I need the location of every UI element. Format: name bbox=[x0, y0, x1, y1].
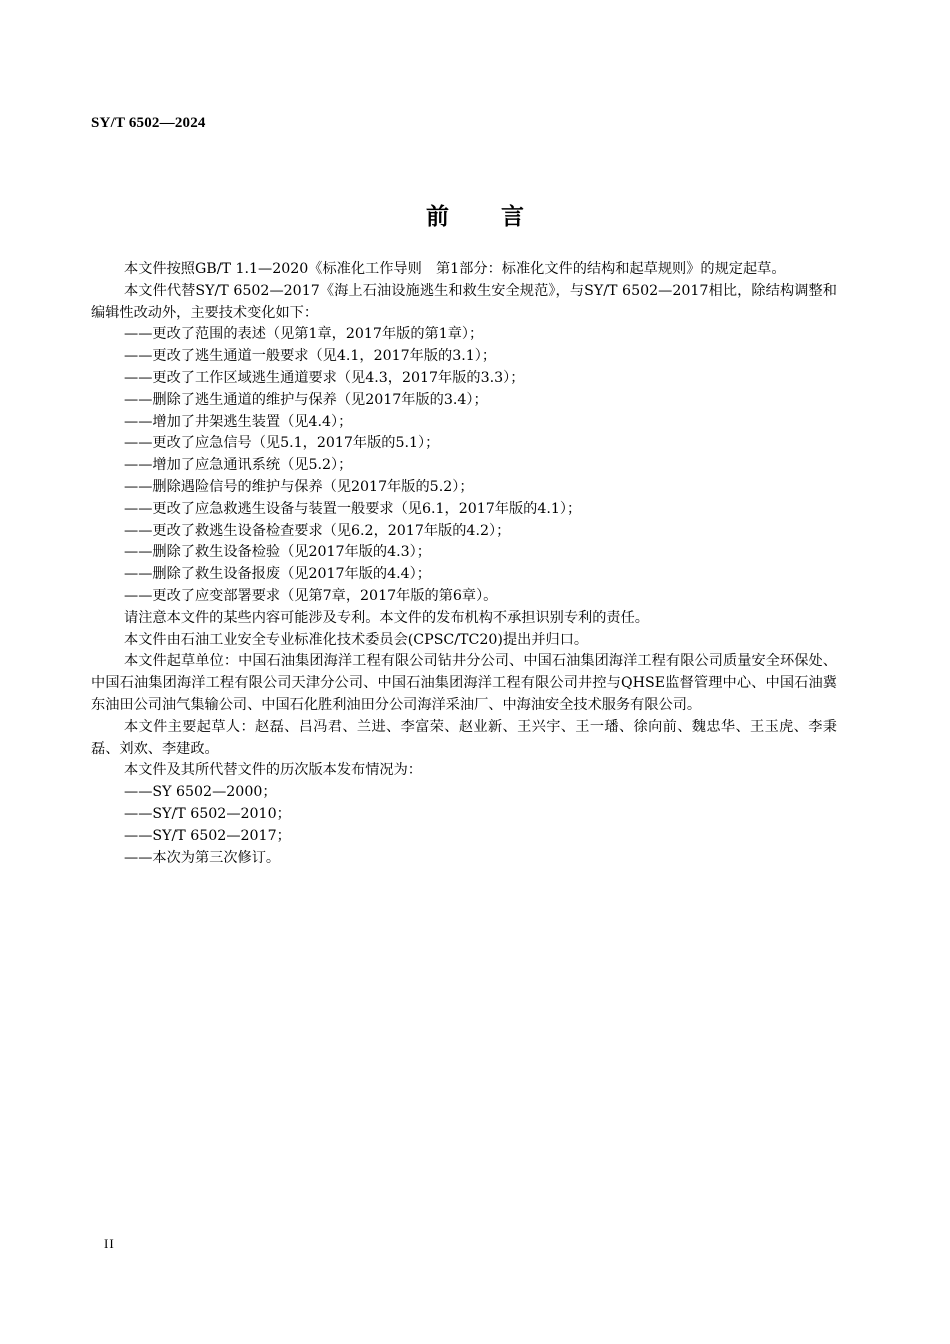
version-history-list bbox=[91, 782, 837, 869]
title-char-1: 前 bbox=[426, 203, 449, 230]
list-item: ——更改了应急信号（见5.1，2017年版的5.1）； bbox=[124, 435, 440, 452]
list-item: ——删除了救生设备检验（见2017年版的4.3）； bbox=[124, 544, 431, 561]
list-item: ——更改了逃生通道一般要求（见4.1，2017年版的3.1）； bbox=[124, 348, 497, 365]
list-item: ——删除了逃生通道的维护与保养（见2017年版的3.4）； bbox=[124, 391, 488, 408]
list-item: ——删除遇险信号的维护与保养（见2017年版的5.2）； bbox=[124, 478, 474, 495]
list-item: ——增加了应急通讯系统（见5.2）； bbox=[124, 457, 353, 474]
list-item: ——更改了应变部署要求（见第7章，2017年版的第6章）。 bbox=[124, 587, 498, 604]
list-item: ——本次为第三次修订。 bbox=[124, 849, 281, 866]
foreword-body bbox=[91, 259, 837, 869]
section-title bbox=[0, 198, 950, 231]
paragraph-drafting-units: 本文件起草单位：中国石油集团海洋工程有限公司钻井分公司、中国石油集团海洋工程有限公司质量安全环保处、中国石油集团海洋工程有限公司天津分公司、中国石油集团海洋工程有限公司井控与QHSE监督管理中心、中国石油冀东油田公司油气集输公司、中国石化胜利油田分公司海洋采油厂、中海油安全技术服务有限公司。 bbox=[91, 653, 837, 713]
paragraph-replacement: 本文件代替SY/T 6502—2017《海上石油设施逃生和救生安全规范》，与SY/T 6502—2017相比，除结构调整和编辑性改动外，主要技术变化如下： bbox=[91, 282, 837, 321]
list-item: ——SY 6502—2000； bbox=[124, 784, 277, 801]
paragraph-drafters: 本文件主要起草人：赵磊、吕冯君、兰进、李富荣、赵业新、王兴宇、王一璠、徐向前、魏忠华、王玉虎、李秉磊、刘欢、李建政。 bbox=[91, 718, 837, 757]
list-item: ——更改了救逃生设备检查要求（见6.2，2017年版的4.2）； bbox=[124, 522, 511, 539]
paragraph-patent-notice: 请注意本文件的某些内容可能涉及专利。本文件的发布机构不承担识别专利的责任。 bbox=[124, 609, 649, 626]
technical-changes-list bbox=[91, 324, 837, 607]
list-item: ——更改了应急救逃生设备与装置一般要求（见6.1，2017年版的4.1）； bbox=[124, 500, 582, 517]
paragraph-drafting-basis: 本文件按照GB/T 1.1—2020《标准化工作导则 第1部分：标准化文件的结构和起草规则》的规定起草。 bbox=[124, 261, 786, 277]
paragraph-version-history: 本文件及其所代替文件的历次版本发布情况为： bbox=[124, 762, 422, 779]
list-item: ——SY/T 6502—2017； bbox=[124, 827, 291, 844]
page-number: II bbox=[104, 1236, 115, 1251]
standard-code: SY/T 6502—2024 bbox=[91, 115, 206, 131]
list-item: ——更改了工作区域逃生通道要求（见4.3，2017年版的3.3）； bbox=[124, 369, 525, 386]
title-char-2: 言 bbox=[501, 203, 524, 230]
list-item: ——更改了范围的表述（见第1章，2017年版的第1章）； bbox=[124, 326, 484, 343]
list-item: ——SY/T 6502—2010； bbox=[124, 805, 291, 822]
list-item: ——删除了救生设备报废（见2017年版的4.4）； bbox=[124, 566, 431, 583]
paragraph-committee: 本文件由石油工业安全专业标准化技术委员会(CPSC/TC20)提出并归口。 bbox=[124, 631, 589, 648]
list-item: ——增加了井架逃生装置（见4.4）； bbox=[124, 413, 353, 430]
